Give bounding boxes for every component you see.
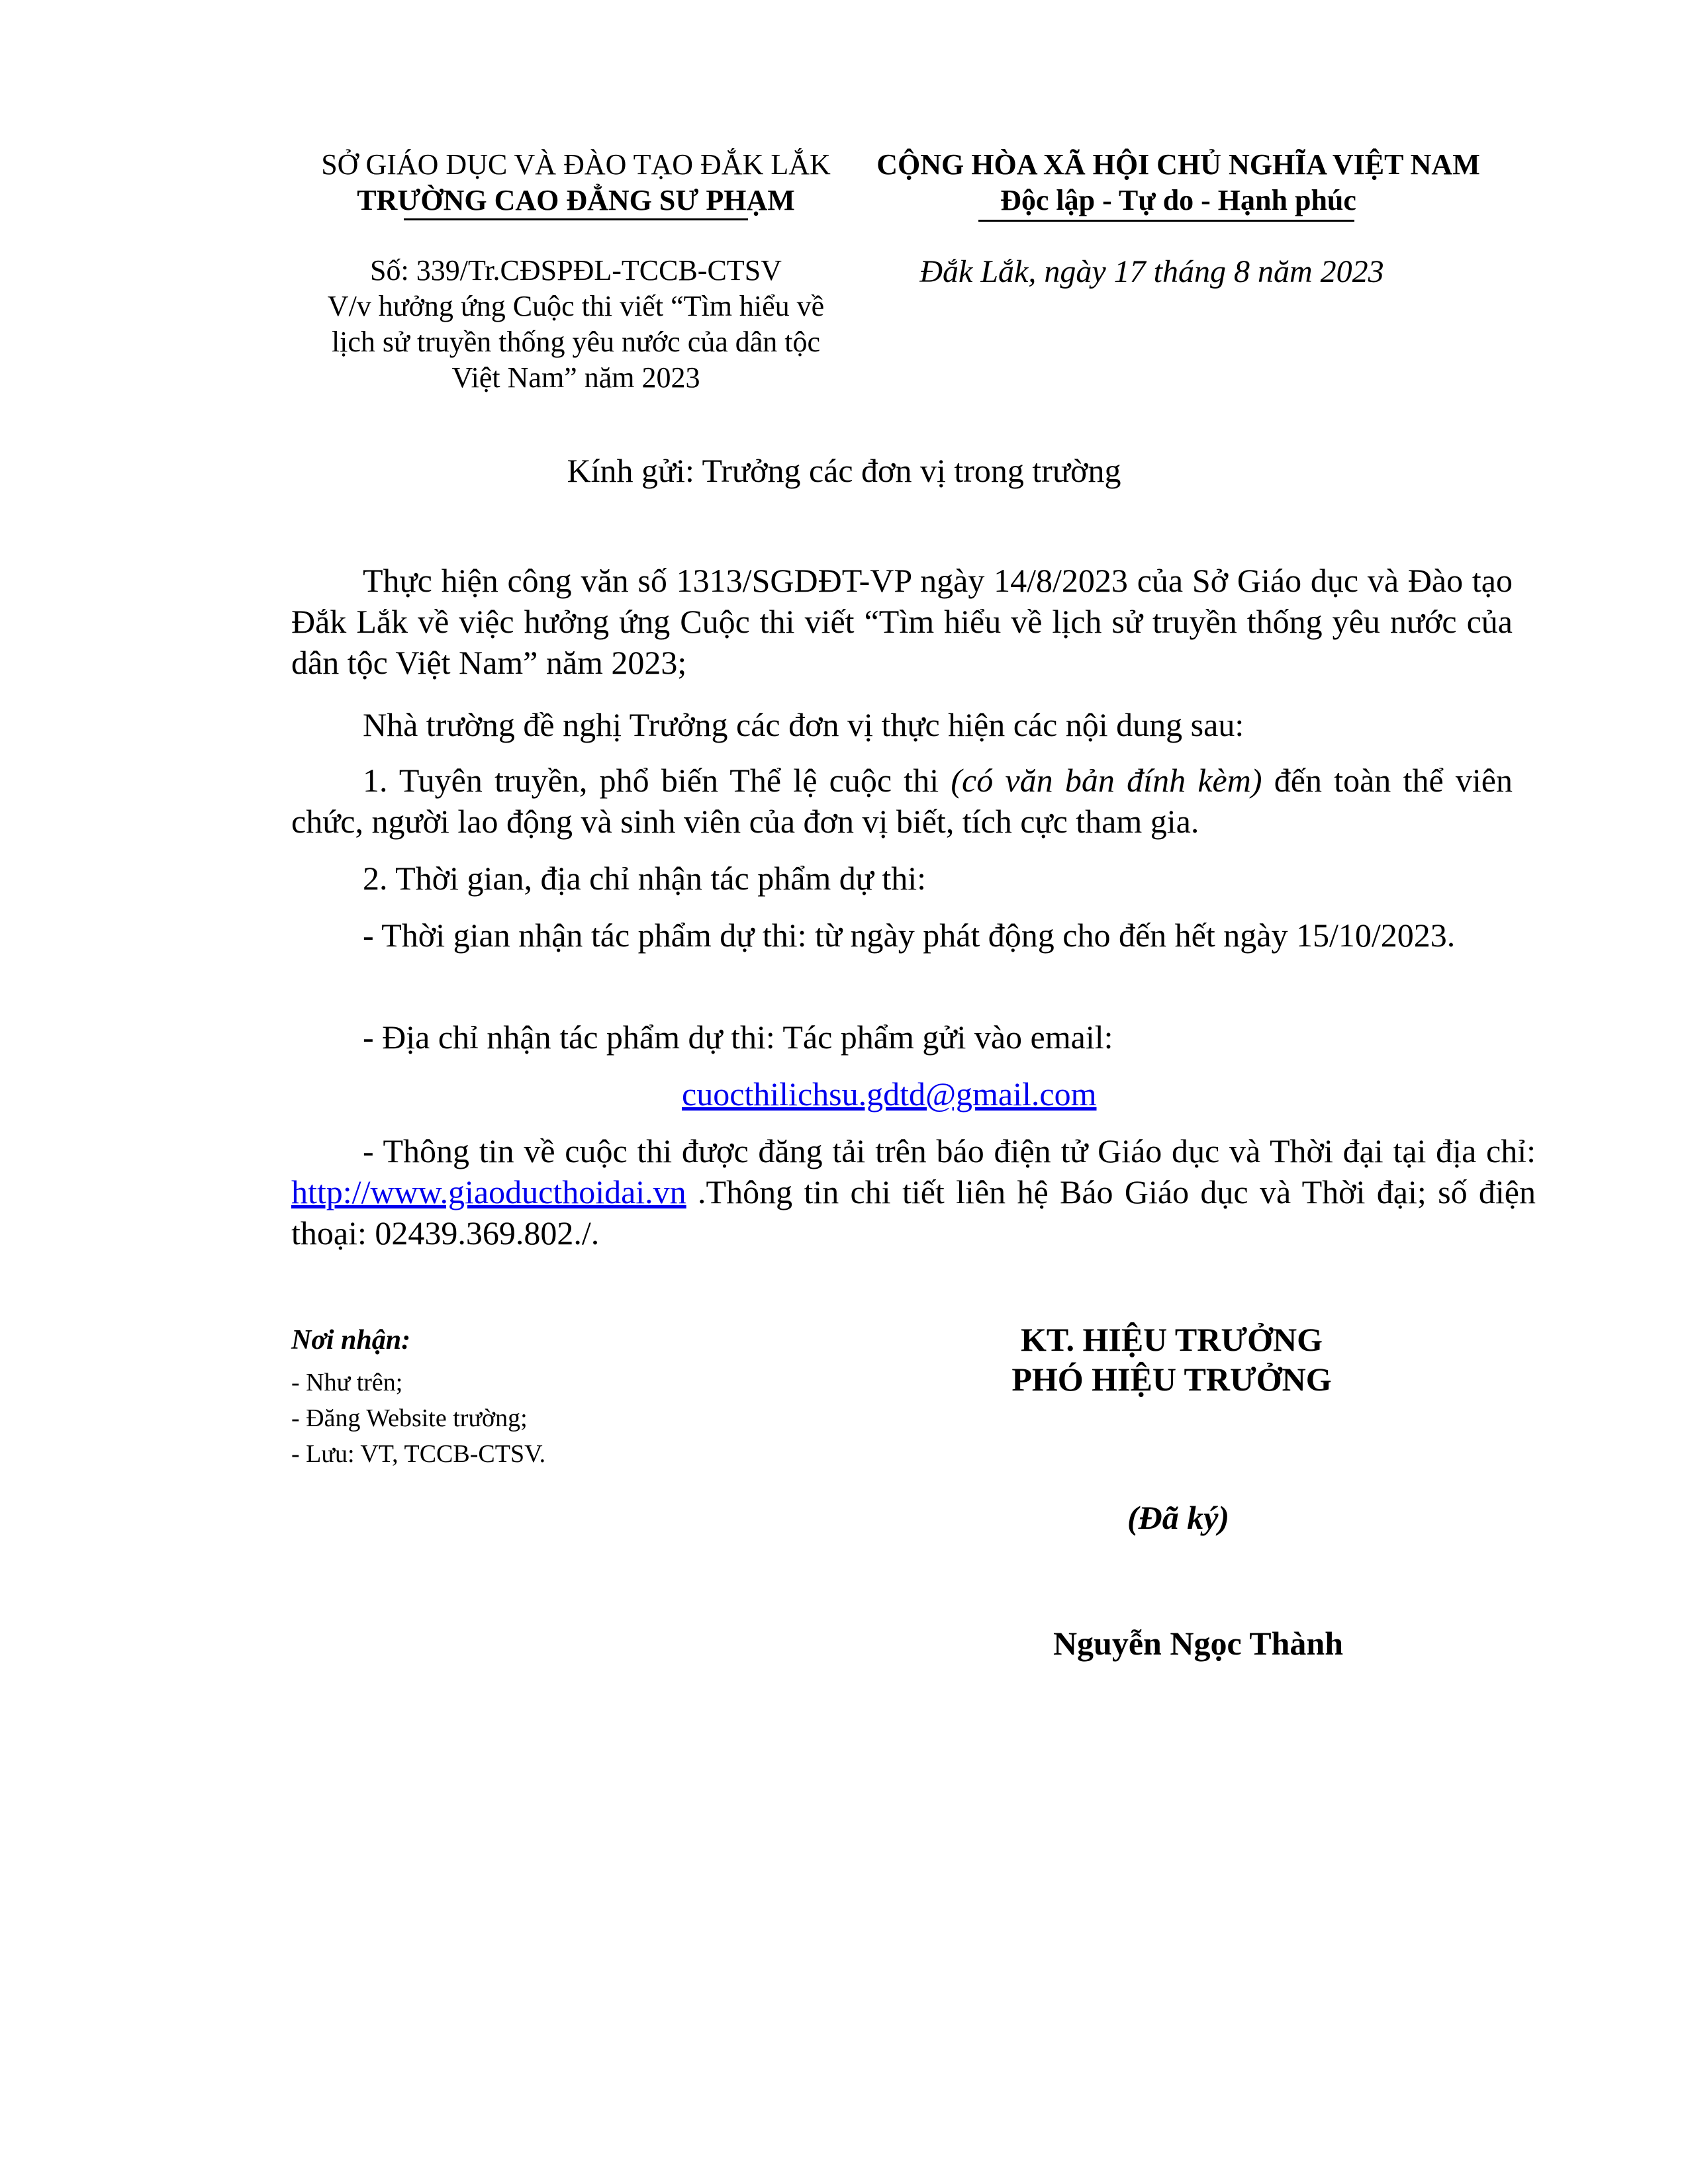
website-link[interactable]: http://www.giaoducthoidai.vn xyxy=(291,1173,686,1210)
subject-line: lịch sử truyền thống yêu nước của dân tộc xyxy=(331,326,821,358)
paragraph-text: - Thông tin về cuộc thi được đăng tải trên báo điện tử Giáo dục và Thời đại tại địa chỉ: xyxy=(363,1132,1536,1169)
signer-name: Nguyễn Ngọc Thành xyxy=(1053,1625,1344,1662)
school-name-underline xyxy=(404,218,748,220)
body-paragraph-5 xyxy=(291,915,1513,956)
paragraph-text: - Thời gian nhận tác phẩm dự thi: từ ngày phát động cho đến hết ngày 15/10/2023. xyxy=(363,917,1456,954)
recipients-label: Nơi nhận: xyxy=(291,1325,411,1355)
signed-note: (Đã ký) xyxy=(1127,1499,1230,1536)
body-paragraph-4 xyxy=(291,858,1513,899)
subject-line: Việt Nam” năm 2023 xyxy=(451,361,700,394)
motto-underline xyxy=(978,220,1354,222)
email-line xyxy=(682,1073,1097,1115)
paragraph-text: đến toàn thể viên chức, người lao động và sinh viên của đơn vị biết, tích cực tham gia. xyxy=(291,762,1513,840)
body-paragraph-3 xyxy=(291,760,1513,842)
recipient-line: Kính gửi: Trưởng các đơn vị trong trường xyxy=(567,452,1121,489)
recipients-list xyxy=(291,1365,545,1472)
recipient-item: - Lưu: VT, TCCB-CTSV. xyxy=(291,1440,546,1468)
attachment-note: (có văn bản đính kèm) xyxy=(951,762,1262,799)
document-number: Số: 339/Tr.CĐSPĐL-TCCB-CTSV xyxy=(370,254,782,287)
country-name: CỘNG HÒA XÃ HỘI CHỦ NGHĨA VIỆT NAM xyxy=(876,148,1480,181)
paragraph-text: - Địa chỉ nhận tác phẩm dự thi: Tác phẩm gửi vào email: xyxy=(363,1019,1113,1056)
paragraph-text: 1. Tuyên truyền, phổ biến Thể lệ cuộc thi xyxy=(363,762,951,799)
paragraph-text: Nhà trường đề nghị Trưởng các đơn vị thực hiện các nội dung sau: xyxy=(363,706,1244,743)
body-paragraph-1 xyxy=(291,560,1513,683)
signature-position: PHÓ HIỆU TRƯỞNG xyxy=(1011,1361,1332,1398)
recipient-item: - Đăng Website trường; xyxy=(291,1404,528,1432)
recipient-item: - Như trên; xyxy=(291,1369,403,1396)
country-motto: Độc lập - Tự do - Hạnh phúc xyxy=(1000,184,1356,216)
document-subject xyxy=(278,289,874,396)
paragraph-text: 2. Thời gian, địa chỉ nhận tác phẩm dự thi: xyxy=(363,860,927,897)
document-date: Đắk Lắk, ngày 17 tháng 8 năm 2023 xyxy=(919,254,1384,289)
school-name: TRƯỜNG CAO ĐẲNG SƯ PHẠM xyxy=(357,184,795,216)
paragraph-text: Thực hiện công văn số 1313/SGDĐT-VP ngày 14/8/2023 của Sở Giáo dục và Đào tạo Đắk Lắk về việc hưởng ứng Cuộc thi viết “Tìm hiểu về lịch sử truyền thống yêu nước của dân tộc Việt Nam” năm 2023; xyxy=(291,562,1513,681)
department-name: SỞ GIÁO DỤC VÀ ĐÀO TẠO ĐẮK LẮK xyxy=(321,148,831,181)
email-link[interactable]: cuocthilichsu.gdtd@gmail.com xyxy=(682,1075,1097,1113)
body-paragraph-7 xyxy=(291,1130,1536,1253)
paragraph-text: .Thông tin chi tiết liên hệ Báo Giáo dục và Thời đại; số điện thoại: 02439.369.802./. xyxy=(291,1173,1536,1251)
body-paragraph-6 xyxy=(291,1017,1513,1058)
body-paragraph-2 xyxy=(291,704,1513,745)
subject-line: V/v hưởng ứng Cuộc thi viết “Tìm hiểu về xyxy=(327,290,825,322)
signature-title: KT. HIỆU TRƯỞNG xyxy=(1020,1321,1323,1358)
